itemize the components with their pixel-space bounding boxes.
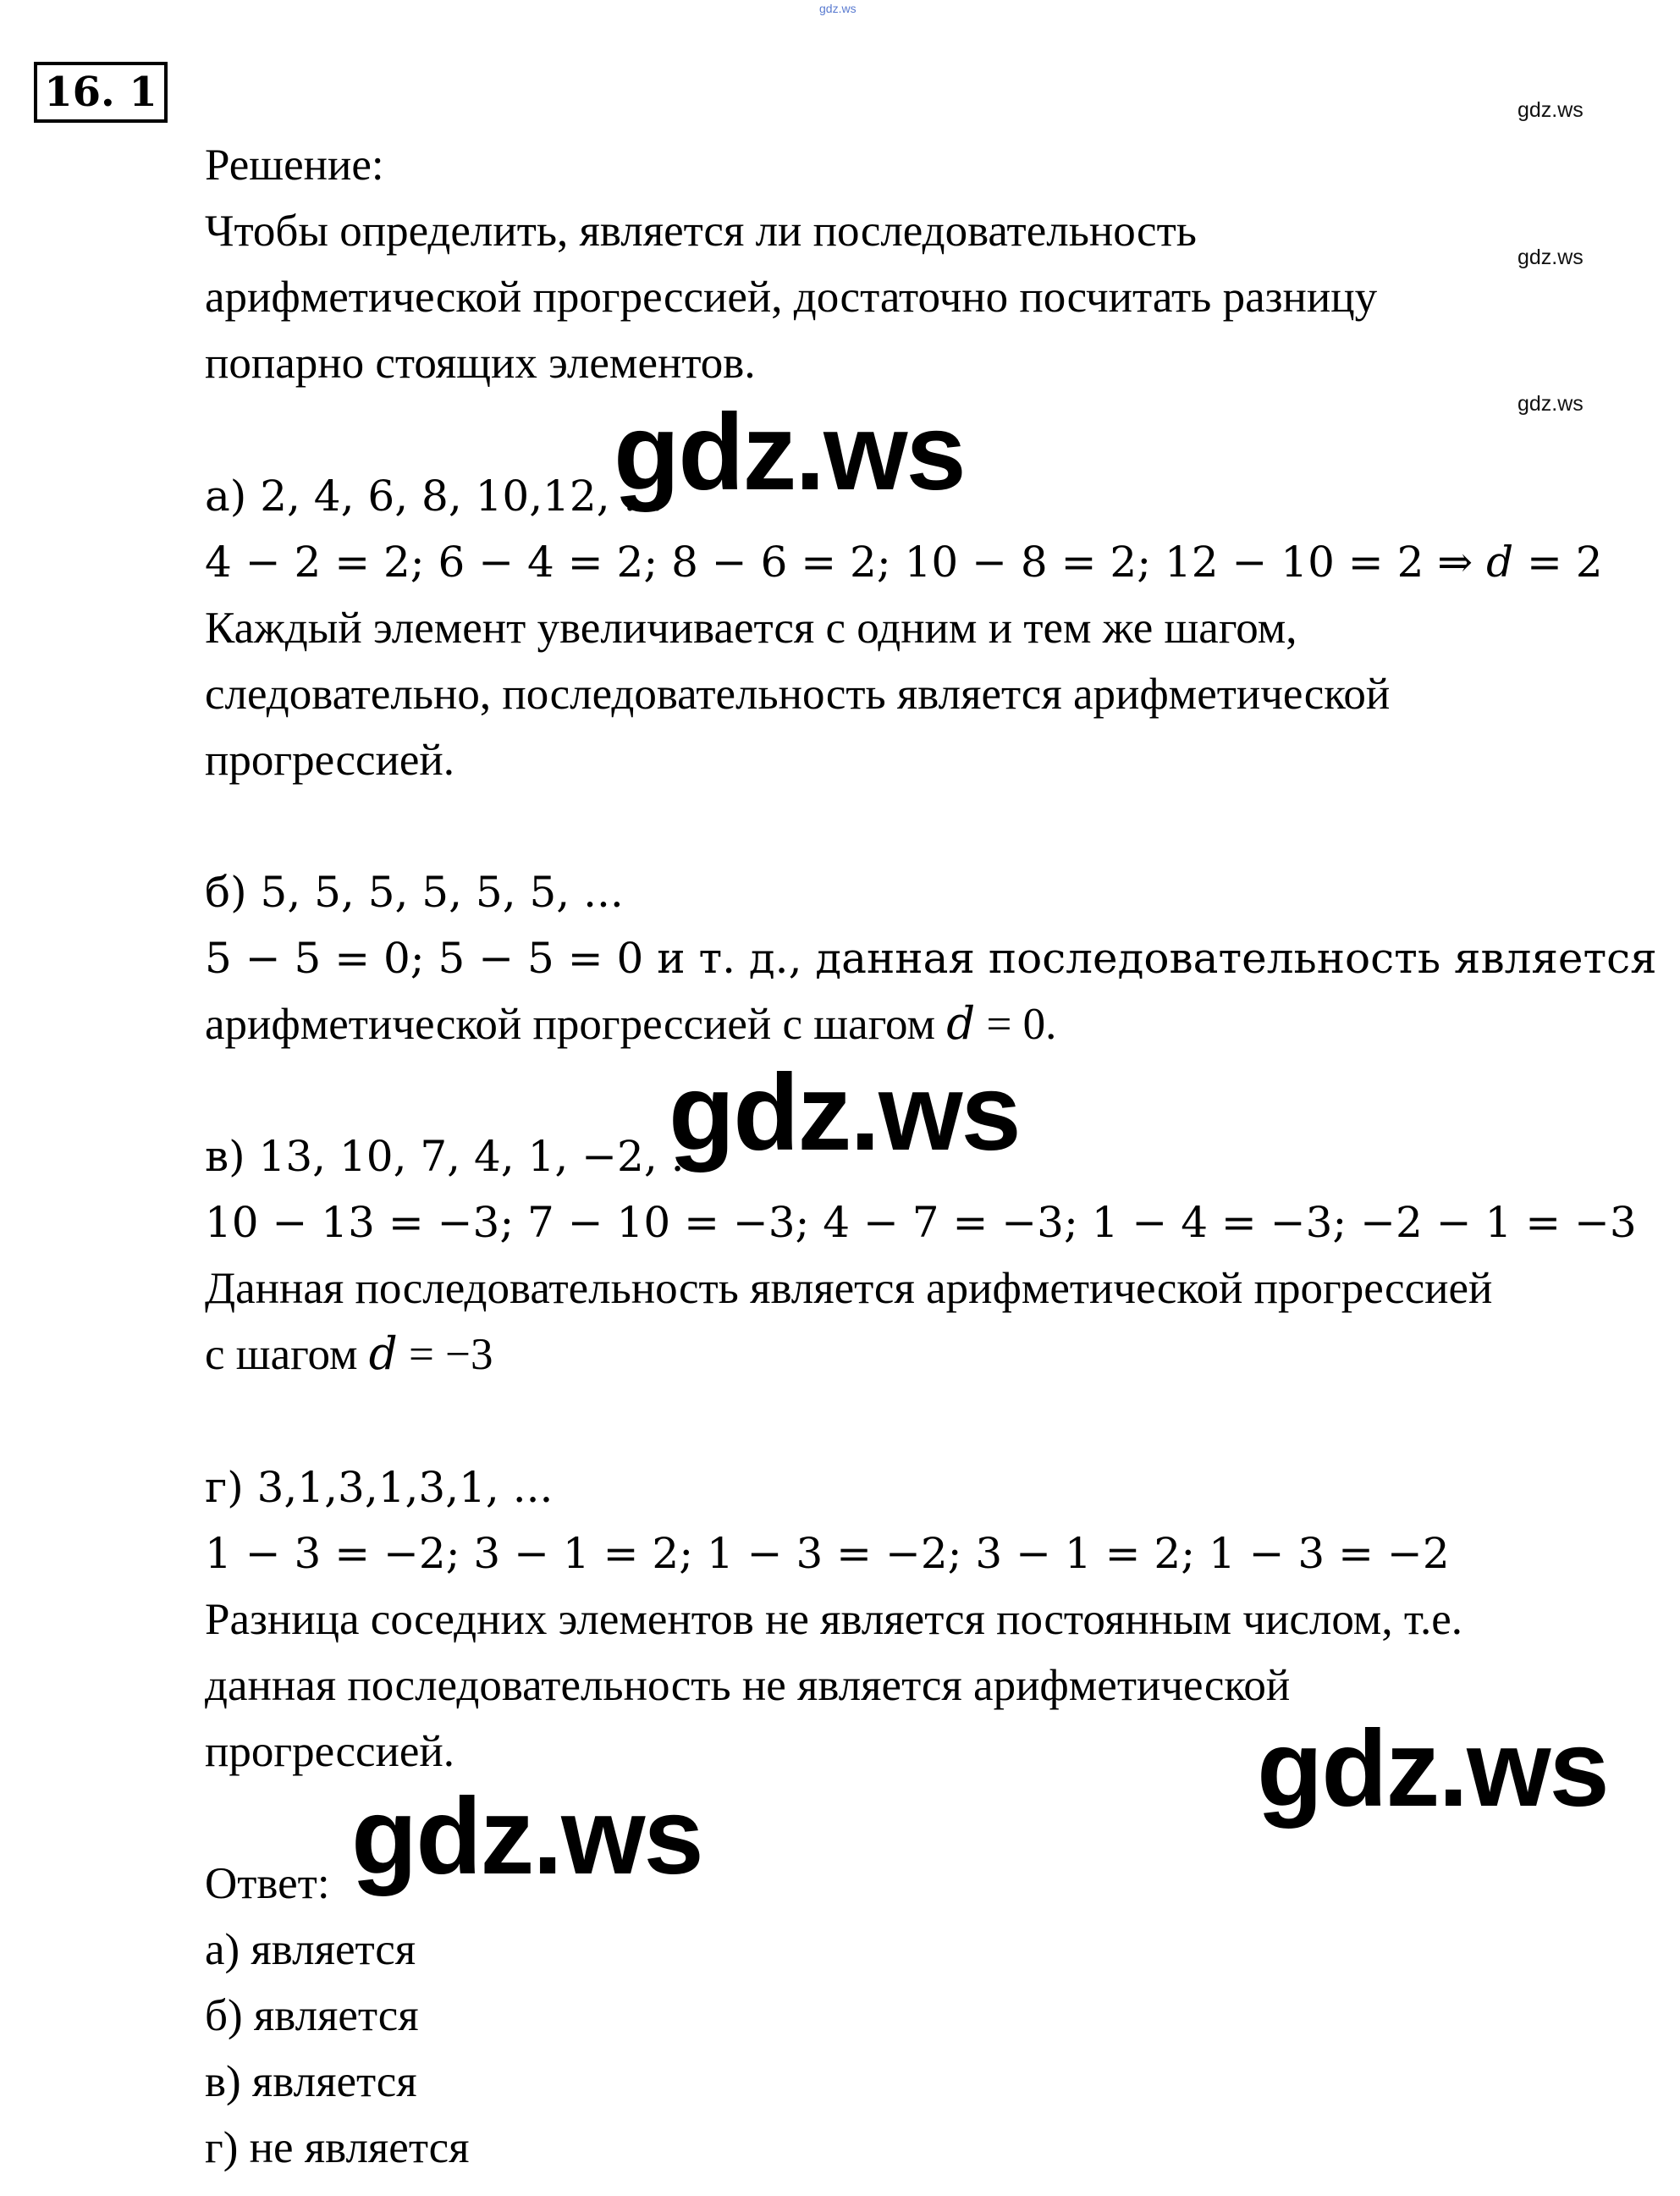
part-g-text: данная последовательность не является арифметической xyxy=(205,1661,1291,1710)
watermark-small: gdz.ws xyxy=(1518,392,1584,416)
answer-heading: Ответ: xyxy=(205,1859,330,1908)
part-a-sequence: а) 2, 4, 6, 8, 10,12, ... xyxy=(205,472,664,521)
watermark-large: gdz.ws xyxy=(669,1052,1020,1173)
intro-line: арифметической прогрессией, достаточно посчитать разницу xyxy=(205,273,1378,322)
answer-item: в) является xyxy=(205,2057,417,2106)
watermark-small: gdz.ws xyxy=(1518,98,1584,122)
part-b-text: арифметической прогрессией с шагом 𝑑 = 0. xyxy=(205,1000,1057,1049)
part-b-calc: 5 − 5 = 0; 5 − 5 = 0 и т. д., данная последовательность является xyxy=(205,934,1657,983)
problem-number: 16. 1 xyxy=(34,62,168,123)
answer-item: а) является xyxy=(205,1925,416,1974)
part-v-calc: 10 − 13 = −3; 7 − 10 = −3; 4 − 7 = −3; 1 − 4 = −3; −2 − 1 = −3 xyxy=(205,1198,1637,1247)
watermark-large: gdz.ws xyxy=(351,1776,702,1897)
answer-item: б) является xyxy=(205,1991,419,2040)
part-a-text: Каждый элемент увеличивается с одним и тем же шагом, xyxy=(205,604,1297,653)
solution-heading: Решение: xyxy=(205,141,384,190)
part-a-text: прогрессией. xyxy=(205,736,454,785)
part-b-sequence: б) 5, 5, 5, 5, 5, 5, ... xyxy=(205,868,624,917)
part-g-text: прогрессией. xyxy=(205,1727,454,1776)
part-v-text: с шагом 𝑑 = −3 xyxy=(205,1330,493,1379)
watermark-small: gdz.ws xyxy=(1518,246,1584,269)
part-v-text: Данная последовательность является арифметической прогрессией xyxy=(205,1264,1493,1313)
part-a-text: следовательно, последовательность является арифметической xyxy=(205,670,1391,719)
part-g-calc: 1 − 3 = −2; 3 − 1 = 2; 1 − 3 = −2; 3 − 1 = 2; 1 − 3 = −2 xyxy=(205,1529,1450,1578)
intro-line: Чтобы определить, является ли последовательность xyxy=(205,207,1197,256)
watermark-large: gdz.ws xyxy=(1257,1708,1608,1829)
part-v-sequence: в) 13, 10, 7, 4, 1, −2, ... xyxy=(205,1132,712,1181)
part-g-text: Разница соседних элементов не является постоянным числом, т.е. xyxy=(205,1595,1463,1644)
part-g-sequence: г) 3,1,3,1,3,1, ... xyxy=(205,1463,554,1512)
watermark-large: gdz.ws xyxy=(614,392,965,513)
watermark-tiny: gdz.ws xyxy=(819,2,857,15)
part-a-calc: 4 − 2 = 2; 6 − 4 = 2; 8 − 6 = 2; 10 − 8 = 2; 12 − 10 = 2 ⇒ 𝑑 = 2 xyxy=(205,538,1603,587)
answer-item: г) не является xyxy=(205,2123,470,2172)
intro-line: попарно стоящих элементов. xyxy=(205,339,756,388)
